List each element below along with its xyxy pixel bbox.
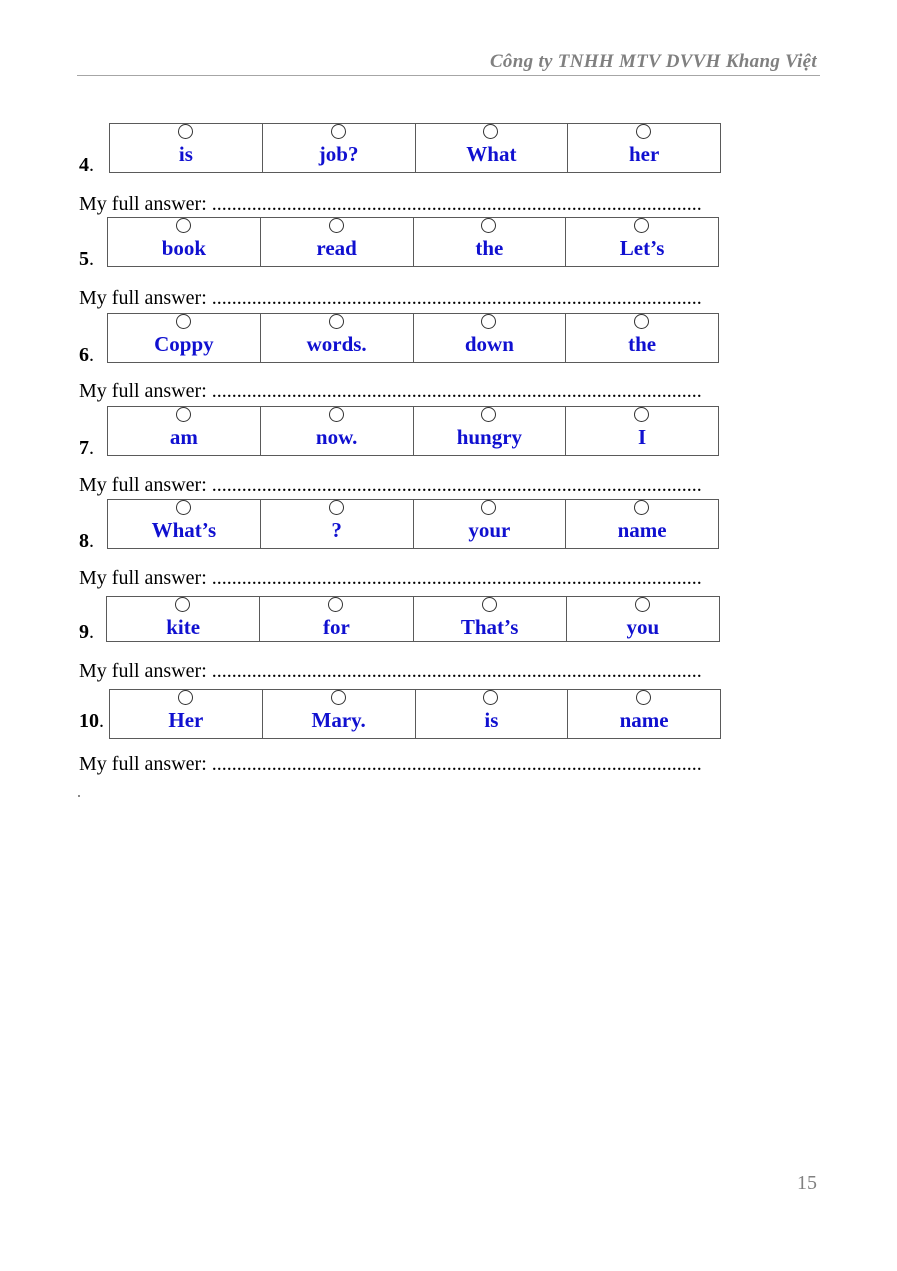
word: Let’s bbox=[619, 236, 665, 260]
word-box bbox=[107, 313, 719, 363]
question-number: 5. bbox=[79, 248, 94, 270]
question-number: 9. bbox=[79, 621, 94, 643]
word-cell[interactable] bbox=[415, 690, 568, 738]
choice-circle[interactable] bbox=[634, 500, 649, 515]
answer-label: My full answer: bbox=[79, 380, 207, 402]
word: your bbox=[468, 518, 511, 542]
word: the bbox=[628, 332, 657, 356]
word-cell[interactable] bbox=[262, 124, 415, 172]
word-cell[interactable] bbox=[108, 218, 260, 266]
choice-circle[interactable] bbox=[636, 124, 651, 139]
word-cell[interactable] bbox=[565, 314, 718, 362]
word-cell[interactable] bbox=[565, 500, 718, 548]
answer-label: My full answer: bbox=[79, 193, 207, 215]
question-7 bbox=[0, 406, 897, 458]
answer-blank[interactable]: .................................................................................................. bbox=[211, 193, 702, 215]
answer-label: My full answer: bbox=[79, 660, 207, 682]
word-cell[interactable] bbox=[107, 597, 259, 641]
choice-circle[interactable] bbox=[328, 597, 343, 612]
choice-circle[interactable] bbox=[483, 690, 498, 705]
choice-circle[interactable] bbox=[176, 218, 191, 233]
choice-circle[interactable] bbox=[634, 407, 649, 422]
header-company-name: Công ty TNHH MTV DVVH Khang Việt bbox=[489, 51, 817, 72]
answer-line[interactable] bbox=[79, 567, 702, 589]
answer-label: My full answer: bbox=[79, 474, 207, 496]
word-box bbox=[109, 689, 721, 739]
answer-blank[interactable]: .................................................................................................. bbox=[211, 474, 702, 496]
question-10 bbox=[0, 689, 897, 741]
word: What bbox=[466, 142, 517, 166]
word-cell[interactable] bbox=[260, 407, 413, 455]
answer-line[interactable] bbox=[79, 474, 702, 496]
question-5 bbox=[0, 217, 897, 269]
word: down bbox=[464, 332, 514, 356]
word-cell[interactable] bbox=[565, 407, 718, 455]
stray-mark bbox=[78, 795, 80, 797]
answer-line[interactable] bbox=[79, 193, 702, 215]
header-divider bbox=[77, 75, 820, 76]
word-cell[interactable] bbox=[108, 407, 260, 455]
word-box bbox=[107, 217, 719, 267]
word-cell[interactable] bbox=[110, 690, 262, 738]
choice-circle[interactable] bbox=[176, 500, 191, 515]
answer-blank[interactable]: .................................................................................................. bbox=[211, 287, 702, 309]
word: now. bbox=[315, 425, 358, 449]
word-cell[interactable] bbox=[413, 218, 566, 266]
choice-circle[interactable] bbox=[176, 314, 191, 329]
word-cell[interactable] bbox=[415, 124, 568, 172]
word-box bbox=[106, 596, 720, 642]
answer-label: My full answer: bbox=[79, 287, 207, 309]
answer-line[interactable] bbox=[79, 753, 702, 775]
word-cell[interactable] bbox=[413, 500, 566, 548]
word-cell[interactable] bbox=[566, 597, 719, 641]
choice-circle[interactable] bbox=[176, 407, 191, 422]
word: Mary. bbox=[311, 708, 366, 732]
word: name bbox=[619, 708, 669, 732]
choice-circle[interactable] bbox=[635, 597, 650, 612]
word: Coppy bbox=[154, 332, 214, 356]
choice-circle[interactable] bbox=[636, 690, 651, 705]
word-cell[interactable] bbox=[110, 124, 262, 172]
question-number: 6. bbox=[79, 344, 94, 366]
answer-label: My full answer: bbox=[79, 567, 207, 589]
question-8 bbox=[0, 499, 897, 551]
word: kite bbox=[166, 615, 201, 639]
word-cell[interactable] bbox=[108, 314, 260, 362]
word-box bbox=[109, 123, 721, 173]
choice-circle[interactable] bbox=[329, 314, 344, 329]
answer-blank[interactable]: .................................................................................................. bbox=[211, 660, 702, 682]
word: book bbox=[161, 236, 207, 260]
choice-circle[interactable] bbox=[175, 597, 190, 612]
word: name bbox=[617, 518, 667, 542]
word-cell[interactable] bbox=[413, 597, 566, 641]
choice-circle[interactable] bbox=[634, 314, 649, 329]
word-cell[interactable] bbox=[567, 124, 720, 172]
word-cell[interactable] bbox=[260, 314, 413, 362]
choice-circle[interactable] bbox=[483, 124, 498, 139]
answer-line[interactable] bbox=[79, 660, 702, 682]
choice-circle[interactable] bbox=[481, 407, 496, 422]
word-cell[interactable] bbox=[413, 407, 566, 455]
answer-blank[interactable]: .................................................................................................. bbox=[211, 567, 702, 589]
word: the bbox=[475, 236, 504, 260]
choice-circle[interactable] bbox=[481, 500, 496, 515]
answer-blank[interactable]: .................................................................................................. bbox=[211, 380, 702, 402]
word: her bbox=[628, 142, 660, 166]
choice-circle[interactable] bbox=[178, 690, 193, 705]
choice-circle[interactable] bbox=[178, 124, 193, 139]
word-cell[interactable] bbox=[259, 597, 412, 641]
word-cell[interactable] bbox=[413, 314, 566, 362]
word-cell[interactable] bbox=[565, 218, 718, 266]
answer-line[interactable] bbox=[79, 287, 702, 309]
question-9 bbox=[0, 596, 897, 648]
word: is bbox=[178, 142, 193, 166]
question-number: 4. bbox=[79, 154, 94, 176]
word-cell[interactable] bbox=[108, 500, 260, 548]
question-number: 10. bbox=[79, 710, 104, 732]
choice-circle[interactable] bbox=[634, 218, 649, 233]
word-cell[interactable] bbox=[262, 690, 415, 738]
choice-circle[interactable] bbox=[329, 407, 344, 422]
choice-circle[interactable] bbox=[331, 690, 346, 705]
question-number: 8. bbox=[79, 530, 94, 552]
word: job? bbox=[318, 142, 359, 166]
word-cell[interactable] bbox=[567, 690, 720, 738]
answer-label: My full answer: bbox=[79, 753, 207, 775]
question-6 bbox=[0, 313, 897, 365]
word-box bbox=[107, 406, 719, 456]
word: for bbox=[322, 615, 350, 639]
word-cell[interactable] bbox=[260, 218, 413, 266]
word: Her bbox=[168, 708, 204, 732]
word: read bbox=[316, 236, 357, 260]
word: words. bbox=[306, 332, 367, 356]
word-box bbox=[107, 499, 719, 549]
choice-circle[interactable] bbox=[482, 597, 497, 612]
choice-circle[interactable] bbox=[481, 218, 496, 233]
answer-line[interactable] bbox=[79, 380, 702, 402]
word: That’s bbox=[460, 615, 519, 639]
word: hungry bbox=[456, 425, 523, 449]
word-cell[interactable] bbox=[260, 500, 413, 548]
question-number: 7. bbox=[79, 437, 94, 459]
word: ? bbox=[331, 518, 342, 542]
word: am bbox=[169, 425, 198, 449]
word: What’s bbox=[151, 518, 217, 542]
page-number: 15 bbox=[797, 1172, 817, 1194]
question-4 bbox=[0, 123, 897, 175]
word: you bbox=[626, 615, 660, 639]
word: is bbox=[484, 708, 499, 732]
answer-blank[interactable]: .................................................................................................. bbox=[211, 753, 702, 775]
choice-circle[interactable] bbox=[481, 314, 496, 329]
choice-circle[interactable] bbox=[329, 500, 344, 515]
word: I bbox=[638, 425, 647, 449]
choice-circle[interactable] bbox=[329, 218, 344, 233]
choice-circle[interactable] bbox=[331, 124, 346, 139]
